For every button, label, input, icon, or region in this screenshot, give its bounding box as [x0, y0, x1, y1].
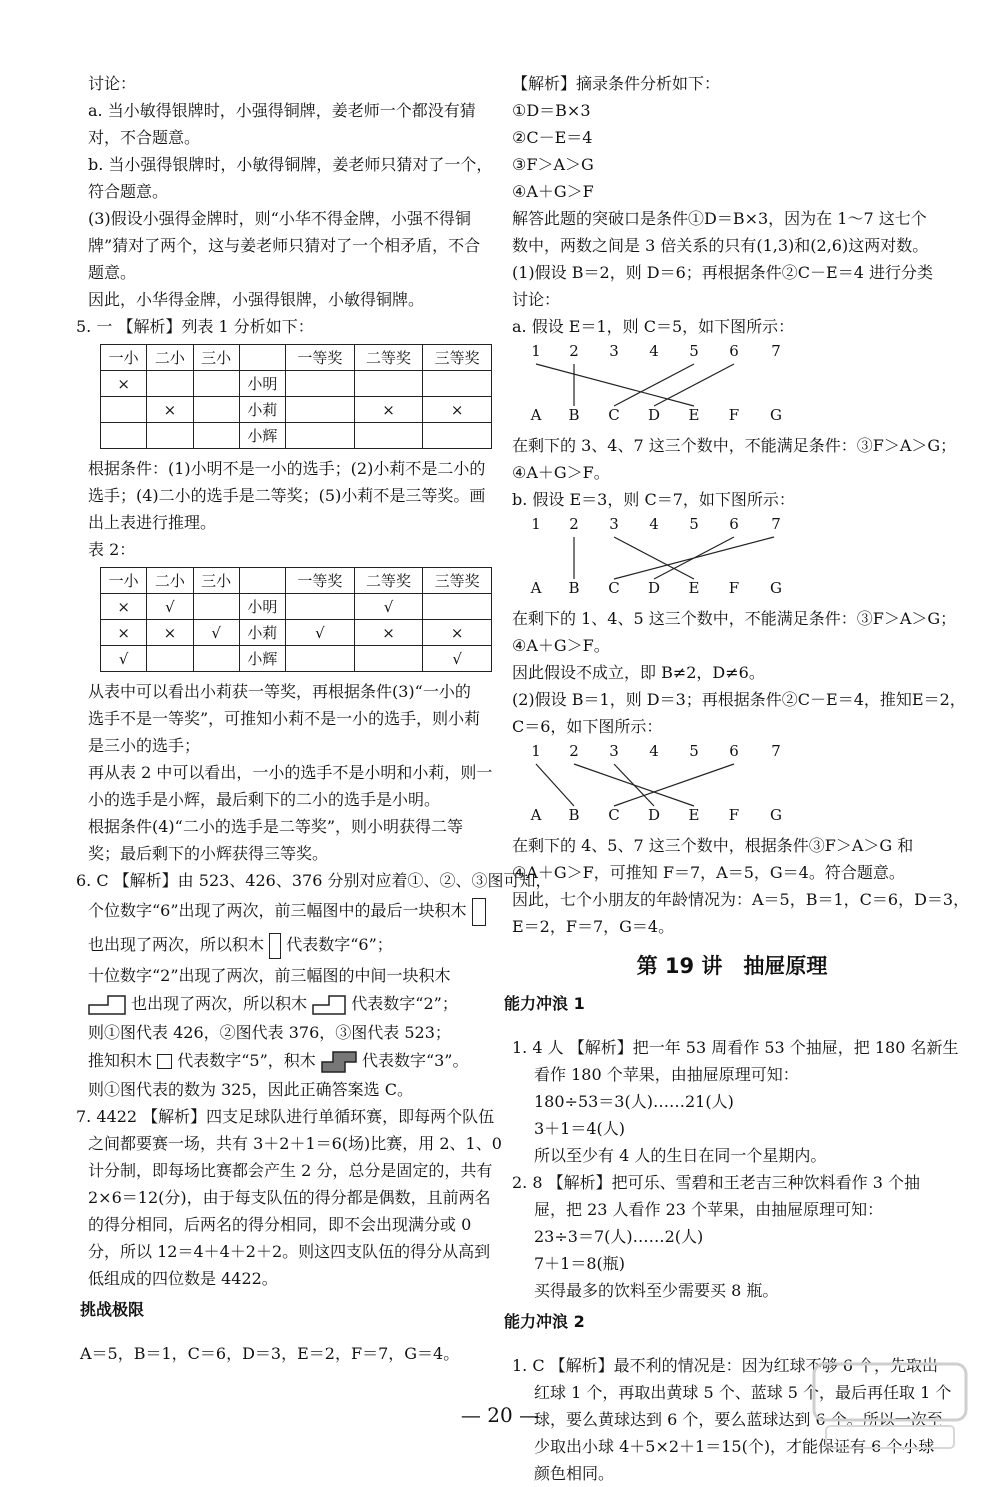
text-line: ②C－E＝4 [512, 128, 593, 147]
text-span: 个位数字“6”出现了两次，前三幅图中的最后一块积木 [88, 901, 467, 920]
text-line: 3＋1＝4(人) [534, 1119, 626, 1138]
text-line: 看作 180 个苹果，由抽屉原理可知： [534, 1065, 799, 1084]
diagram-letter: G [770, 406, 782, 424]
z-block-icon [321, 1051, 357, 1073]
diagram-number: 6 [729, 515, 739, 533]
table-cell: 三等奖 [423, 568, 492, 594]
text-line [88, 894, 490, 928]
text-line: 少取出小球 4＋5×2＋1＝15(个)，才能保证有 6 个小球 [534, 1437, 935, 1456]
table-cell: √ [101, 646, 147, 672]
diagram-number: 2 [569, 742, 579, 760]
text-line: 因此，七个小朋友的年龄情况为：A＝5，B＝1，C＝6，D＝3， [512, 890, 970, 909]
text-line: 再从表 2 中可以看出，一小的选手不是小明和小莉，则一 [88, 763, 493, 782]
text-line: 选手不是一等奖”，可推知小莉不是一小的选手，则小莉 [88, 709, 481, 728]
table-cell: 一小 [101, 568, 147, 594]
text-line: 红球 1 个，再取出黄球 5 个、蓝球 5 个，最后再任取 1 个 [534, 1383, 952, 1402]
text-line: 球，要么黄球达到 6 个，要么蓝球达到 6 个。所以一次至 [534, 1410, 943, 1429]
text-span: 代表数字“6”； [286, 935, 393, 954]
diagram-letter: D [647, 806, 661, 824]
text-span: 也出现了两次，所以积木 [88, 935, 265, 954]
diagram-number: 2 [569, 515, 579, 533]
table-cell [354, 423, 423, 449]
diagram-number: 2 [569, 342, 579, 360]
page-number: — 20 — [460, 1403, 540, 1427]
tall-block-icon [472, 898, 486, 926]
table-cell [147, 646, 193, 672]
section-heading: 能力冲浪 2 [504, 1312, 585, 1331]
text-line: (3)假设小强得金牌时，则“小华不得金牌，小强不得铜 [88, 209, 471, 228]
diagram-number: 6 [729, 342, 739, 360]
table-cell [286, 594, 355, 620]
text-line: ④A＋G＞F [512, 182, 594, 201]
table-cell [423, 423, 492, 449]
text-line: 180÷53＝3(人)……21(人) [534, 1092, 734, 1111]
table-cell: √ [286, 620, 355, 646]
text-line: b. 当小强得银牌时，小敏得铜牌，姜老师只猜对了一个， [88, 155, 493, 174]
text-line: 颜色相同。 [534, 1464, 615, 1483]
text-line: 表 2： [88, 540, 136, 559]
table-cell: 一等奖 [286, 568, 355, 594]
diagram-number: 5 [689, 515, 699, 533]
text-line: 因此，小华得金牌，小强得银牌，小敏得铜牌。 [88, 290, 425, 309]
table-1 [100, 344, 492, 449]
text-line: 出上表进行推理。 [88, 513, 217, 532]
text-line: 屉，把 23 人看作 23 个苹果，由抽屉原理可知： [534, 1200, 884, 1219]
question-5: 5. 一 【解析】列表 1 分析如下： [76, 317, 314, 336]
table-cell [193, 423, 239, 449]
lecture-title: 第 19 讲 抽屉原理 [636, 954, 828, 978]
text-line: 小的选手是小辉，最后剩下的二小的选手是小明。 [88, 790, 441, 809]
text-line [88, 989, 490, 1019]
text-line: a. 假设 E＝1，则 C＝5，如下图所示： [512, 317, 795, 336]
text-line: 数中，两数之间是 3 倍关系的只有(1,3)和(2,6)这两对数。 [512, 236, 929, 255]
table-cell [193, 397, 239, 423]
table-cell: 小辉 [239, 646, 285, 672]
table-row [101, 620, 492, 646]
matching-diagram-2 [512, 515, 802, 601]
text-line: 十位数字“2”出现了两次，前三幅图的中间一块积木 [88, 966, 451, 985]
table-cell: 二等奖 [354, 345, 423, 371]
text-line: 牌”猜对了两个，这与姜老师只猜对了一个相矛盾，不合 [88, 236, 481, 255]
diagram-letter: B [568, 406, 580, 424]
text-line: 【解析】摘录条件分析如下： [512, 74, 721, 93]
text-line: 解答此题的突破口是条件①D＝B×3，因为在 1～7 这七个 [512, 209, 927, 228]
text-line: ④A＋G＞F。 [512, 463, 610, 482]
diagram-letter: G [770, 579, 782, 597]
table-cell [239, 568, 285, 594]
table-cell [286, 646, 355, 672]
text-line: ④A＋G＞F，可推知 F＝7，A＝5，G＝4。符合题意。 [512, 863, 905, 882]
text-line: 7＋1＝8(瓶) [534, 1254, 626, 1273]
text-line: 的得分相同，后两名的得分相同，即不会出现满分或 0 [88, 1215, 472, 1234]
text-line: 23÷3＝7(人)……2(人) [534, 1227, 704, 1246]
text-line: ③F＞A＞G [512, 155, 594, 174]
text-line: 题意。 [88, 263, 137, 282]
text-line: 则①图代表的数为 325，因此正确答案选 C。 [88, 1080, 413, 1099]
text-line: 所以至少有 4 人的生日在同一个星期内。 [534, 1146, 827, 1165]
text-line: 因此假设不成立，即 B≠2，D≠6。 [512, 663, 765, 682]
table-cell: × [101, 620, 147, 646]
table-cell [286, 371, 355, 397]
diagram-number: 1 [531, 342, 541, 360]
text-line: 2. 8 【解析】把可乐、雪碧和王老吉三种饮料看作 3 个抽 [512, 1173, 920, 1192]
diagram-letter: G [770, 806, 782, 824]
table-cell: × [147, 620, 193, 646]
table-cell: × [101, 594, 147, 620]
text-line: 计分制，即每场比赛都会产生 2 分，总分是固定的，共有 [88, 1161, 493, 1180]
diagram-letter: F [728, 406, 740, 424]
section-heading: 能力冲浪 1 [504, 994, 585, 1013]
table-cell: × [101, 371, 147, 397]
table-cell: √ [423, 646, 492, 672]
table-cell [193, 371, 239, 397]
table-cell [101, 423, 147, 449]
diagram-number: 5 [689, 742, 699, 760]
table-row [101, 423, 492, 449]
table-cell [193, 594, 239, 620]
table-row [101, 594, 492, 620]
diagram-number: 6 [729, 742, 739, 760]
text-span: 代表数字“3”。 [361, 1051, 469, 1070]
table-cell: 二小 [147, 568, 193, 594]
text-line: 1. C 【解析】最不利的情况是：因为红球不够 6 个，先取出 [512, 1356, 939, 1375]
matching-diagram-1 [512, 342, 802, 428]
table-cell [286, 397, 355, 423]
diagram-letter: A [530, 406, 542, 424]
table-cell: × [147, 397, 193, 423]
diagram-letter: C [608, 579, 620, 597]
table-2 [100, 567, 492, 672]
table-row [101, 397, 492, 423]
text-line: 买得最多的饮料至少需要买 8 瓶。 [534, 1281, 779, 1300]
table-cell: 三等奖 [423, 345, 492, 371]
diagram-letter: D [647, 406, 661, 424]
text-line: (2)假设 B＝1，则 D＝3；再根据条件②C－E＝4，推知E＝2， [512, 690, 966, 709]
diagram-number: 4 [649, 342, 659, 360]
table-cell [423, 594, 492, 620]
text-line: b. 假设 E＝3，则 C＝7，如下图所示： [512, 490, 795, 509]
table-cell: 一等奖 [286, 345, 355, 371]
right-column [504, 70, 970, 1487]
table-cell [147, 371, 193, 397]
table-cell [286, 423, 355, 449]
diagram-number: 3 [609, 515, 619, 533]
text-line: A＝5，B＝1，C＝6，D＝3，E＝2，F＝7，G＝4。 [80, 1344, 460, 1363]
text-line: 从表中可以看出小莉获一等奖，再根据条件(3)“一小的 [88, 682, 471, 701]
text-line: 符合题意。 [88, 182, 169, 201]
diagram-letter: A [530, 579, 542, 597]
table-row [101, 371, 492, 397]
step-block-icon [312, 995, 346, 1015]
table-cell: 三小 [193, 568, 239, 594]
table-cell [354, 646, 423, 672]
text-line: C＝6，如下图所示： [512, 717, 663, 736]
question-6: 6. C 【解析】由 523、426、376 分别对应着①、②、③图可知， [76, 871, 552, 890]
table-cell [101, 397, 147, 423]
table-cell: 三小 [193, 345, 239, 371]
text-line: 在剩下的 3、4、7 这三个数中，不能满足条件：③F＞A＞G； [512, 436, 957, 455]
table-header-row [101, 345, 492, 371]
text-line [88, 1046, 490, 1076]
square-block-icon [157, 1054, 172, 1069]
text-line: 奖；最后剩下的小辉获得三等奖。 [88, 844, 329, 863]
text-span: 也出现了两次，所以积木 [131, 994, 308, 1013]
table-cell: 小明 [239, 594, 285, 620]
table-cell: √ [147, 594, 193, 620]
table-cell: √ [354, 594, 423, 620]
text-line: a. 当小敏得银牌时，小强得铜牌，姜老师一个都没有猜 [88, 101, 476, 120]
diagram-letter: F [728, 579, 740, 597]
diagram-number: 4 [649, 515, 659, 533]
text-line: 讨论： [88, 74, 137, 93]
text-line: ④A＋G＞F。 [512, 636, 610, 655]
diagram-letter: C [608, 406, 620, 424]
text-span: 代表数字“2”； [351, 994, 458, 1013]
text-line [88, 928, 490, 962]
table-header-row [101, 568, 492, 594]
table-cell [354, 371, 423, 397]
diagram-number: 4 [649, 742, 659, 760]
text-line: 分，所以 12＝4＋4＋2＋2。则这四支队伍的得分从高到 [88, 1242, 491, 1261]
table-cell: × [354, 397, 423, 423]
table-row [101, 646, 492, 672]
diagram-number: 7 [771, 742, 781, 760]
table-cell [193, 646, 239, 672]
diagram-letter: E [688, 806, 700, 824]
diagram-letter: D [647, 579, 661, 597]
text-line: 根据条件：(1)小明不是一小的选手；(2)小莉不是二小的 [88, 459, 486, 478]
diagram-letter: C [608, 806, 620, 824]
table-cell: 二等奖 [354, 568, 423, 594]
tall-block-icon [269, 933, 281, 959]
text-line: 低组成的四位数是 4422。 [88, 1269, 278, 1288]
text-line: 2×6＝12(分)，由于每支队伍的得分都是偶数，且前两名 [88, 1188, 491, 1207]
diagram-letter: F [728, 806, 740, 824]
text-line: 在剩下的 4、5、7 这三个数中，根据条件③F＞A＞G 和 [512, 836, 914, 855]
diagram-number: 3 [609, 742, 619, 760]
diagram-number: 7 [771, 515, 781, 533]
table-cell: √ [193, 620, 239, 646]
table-cell: × [354, 620, 423, 646]
text-line: E＝2，F＝7，G＝4。 [512, 917, 675, 936]
table-cell: 小莉 [239, 397, 285, 423]
text-line: 讨论： [512, 290, 561, 309]
text-line: (1)假设 B＝2，则 D＝6；再根据条件②C－E＝4 进行分类 [512, 263, 933, 282]
diagram-letter: B [568, 579, 580, 597]
table-cell: 一小 [101, 345, 147, 371]
table-cell: 小莉 [239, 620, 285, 646]
text-line: 则①图代表 426，②图代表 376，③图代表 523； [88, 1023, 451, 1042]
watermark-logo-icon [810, 1360, 970, 1455]
matching-diagram-3 [512, 742, 802, 828]
table-cell: 二小 [147, 345, 193, 371]
text-line: 根据条件(4)“二小的选手是二等奖”，则小明获得二等 [88, 817, 464, 836]
diagram-number: 5 [689, 342, 699, 360]
diagram-letter: E [688, 579, 700, 597]
table-cell [239, 345, 285, 371]
text-line: 之间都要赛一场，共有 3＋2＋1＝6(场)比赛，用 2、1、0 [88, 1134, 502, 1153]
challenge-heading: 挑战极限 [80, 1300, 145, 1319]
text-line: 是三小的选手； [88, 736, 201, 755]
table-cell: 小明 [239, 371, 285, 397]
text-line: 对，不合题意。 [88, 128, 201, 147]
diagram-letter: B [568, 806, 580, 824]
table-cell: × [423, 397, 492, 423]
table-cell [147, 423, 193, 449]
diagram-number: 1 [531, 515, 541, 533]
diagram-letter: E [688, 406, 700, 424]
diagram-number: 1 [531, 742, 541, 760]
text-line: 选手；(4)二小的选手是二等奖；(5)小莉不是三等奖。画 [88, 486, 486, 505]
step-block-icon [88, 995, 126, 1015]
table-cell [423, 371, 492, 397]
text-line: ①D＝B×3 [512, 101, 591, 120]
table-cell: × [423, 620, 492, 646]
text-span: 代表数字“5”，积木 [177, 1051, 316, 1070]
text-line: 在剩下的 1、4、5 这三个数中，不能满足条件：③F＞A＞G； [512, 609, 957, 628]
table-cell: 小辉 [239, 423, 285, 449]
diagram-number: 7 [771, 342, 781, 360]
question-7: 7. 4422 【解析】四支足球队进行单循环赛，即每两个队伍 [76, 1107, 495, 1126]
diagram-number: 3 [609, 342, 619, 360]
diagram-letter: A [530, 806, 542, 824]
text-line: 1. 4 人 【解析】把一年 53 周看作 53 个抽屉，把 180 名新生 [512, 1038, 959, 1057]
text-span: 推知积木 [88, 1051, 153, 1070]
